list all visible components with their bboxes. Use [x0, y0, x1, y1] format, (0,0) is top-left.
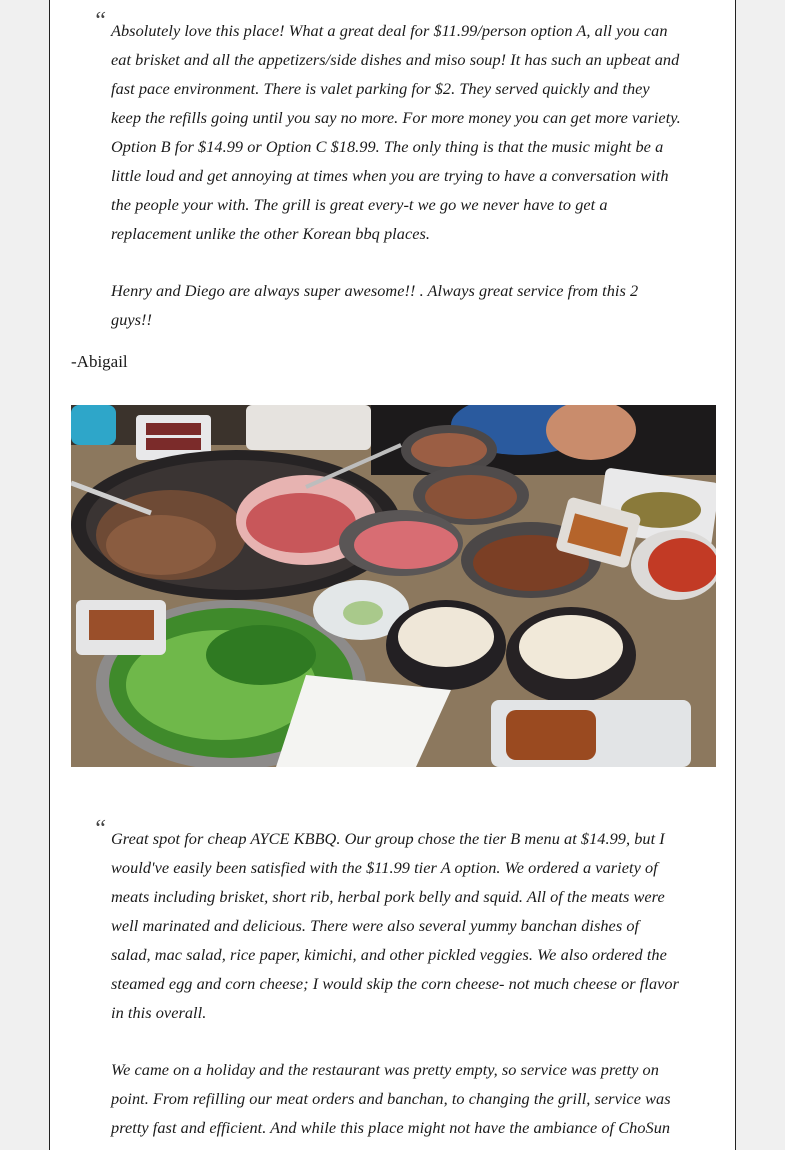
review-quote-2	[93, 816, 681, 1142]
review-1-paragraph-1: Absolutely love this place! What a great deal for $11.99/person option A, all you can eat brisket and all the appetizers/side dishes and miso soup! It has such an upbeat and fast pace environment. There is valet parking for $2. They served quickly and they keep the refills going until you say no more. For more money you can get more variety. Option B for $14.99 or Option C $18.99. The only thing is that the music might be a little loud and get annoying at times when you are trying to have a conversation with the people your with. The grill is great every-t we go we never have to get a replacement unlike the other Korean bbq places.	[111, 21, 681, 243]
content-page	[49, 0, 736, 1150]
review-1-paragraph-2: Henry and Diego are always super awesome!! . Always great service from this 2 guys!!	[111, 281, 639, 329]
quote-mark-icon: “	[93, 816, 107, 842]
review-2-paragraph-2: We came on a holiday and the restaurant was pretty empty, so service was pretty on point. From refilling our meat orders and banchan, to changing the grill, service was pretty fast and efficient. And while this place might not have the ambiance of ChoSun	[111, 1060, 671, 1137]
review-2-paragraph-1: Great spot for cheap AYCE KBBQ. Our group chose the tier B menu at $14.99, but I would've easily been satisfied with the $11.99 tier A option. We ordered a variety of meats including brisket, short rib, herbal pork belly and squid. All of the meats were well marinated and delicious. There were also several yummy banchan dishes of salad, mac salad, rice paper, kimichi, and other pickled veggies. We also ordered the steamed egg and corn cheese; I would skip the corn cheese- not much cheese or flavor in this overall.	[111, 829, 679, 1022]
review-quote-1	[93, 8, 681, 334]
quote-mark-icon: “	[93, 8, 107, 34]
korean-bbq-table-photo-icon	[71, 405, 716, 767]
review-author: -Abigail	[71, 352, 128, 371]
food-photo	[71, 405, 716, 767]
